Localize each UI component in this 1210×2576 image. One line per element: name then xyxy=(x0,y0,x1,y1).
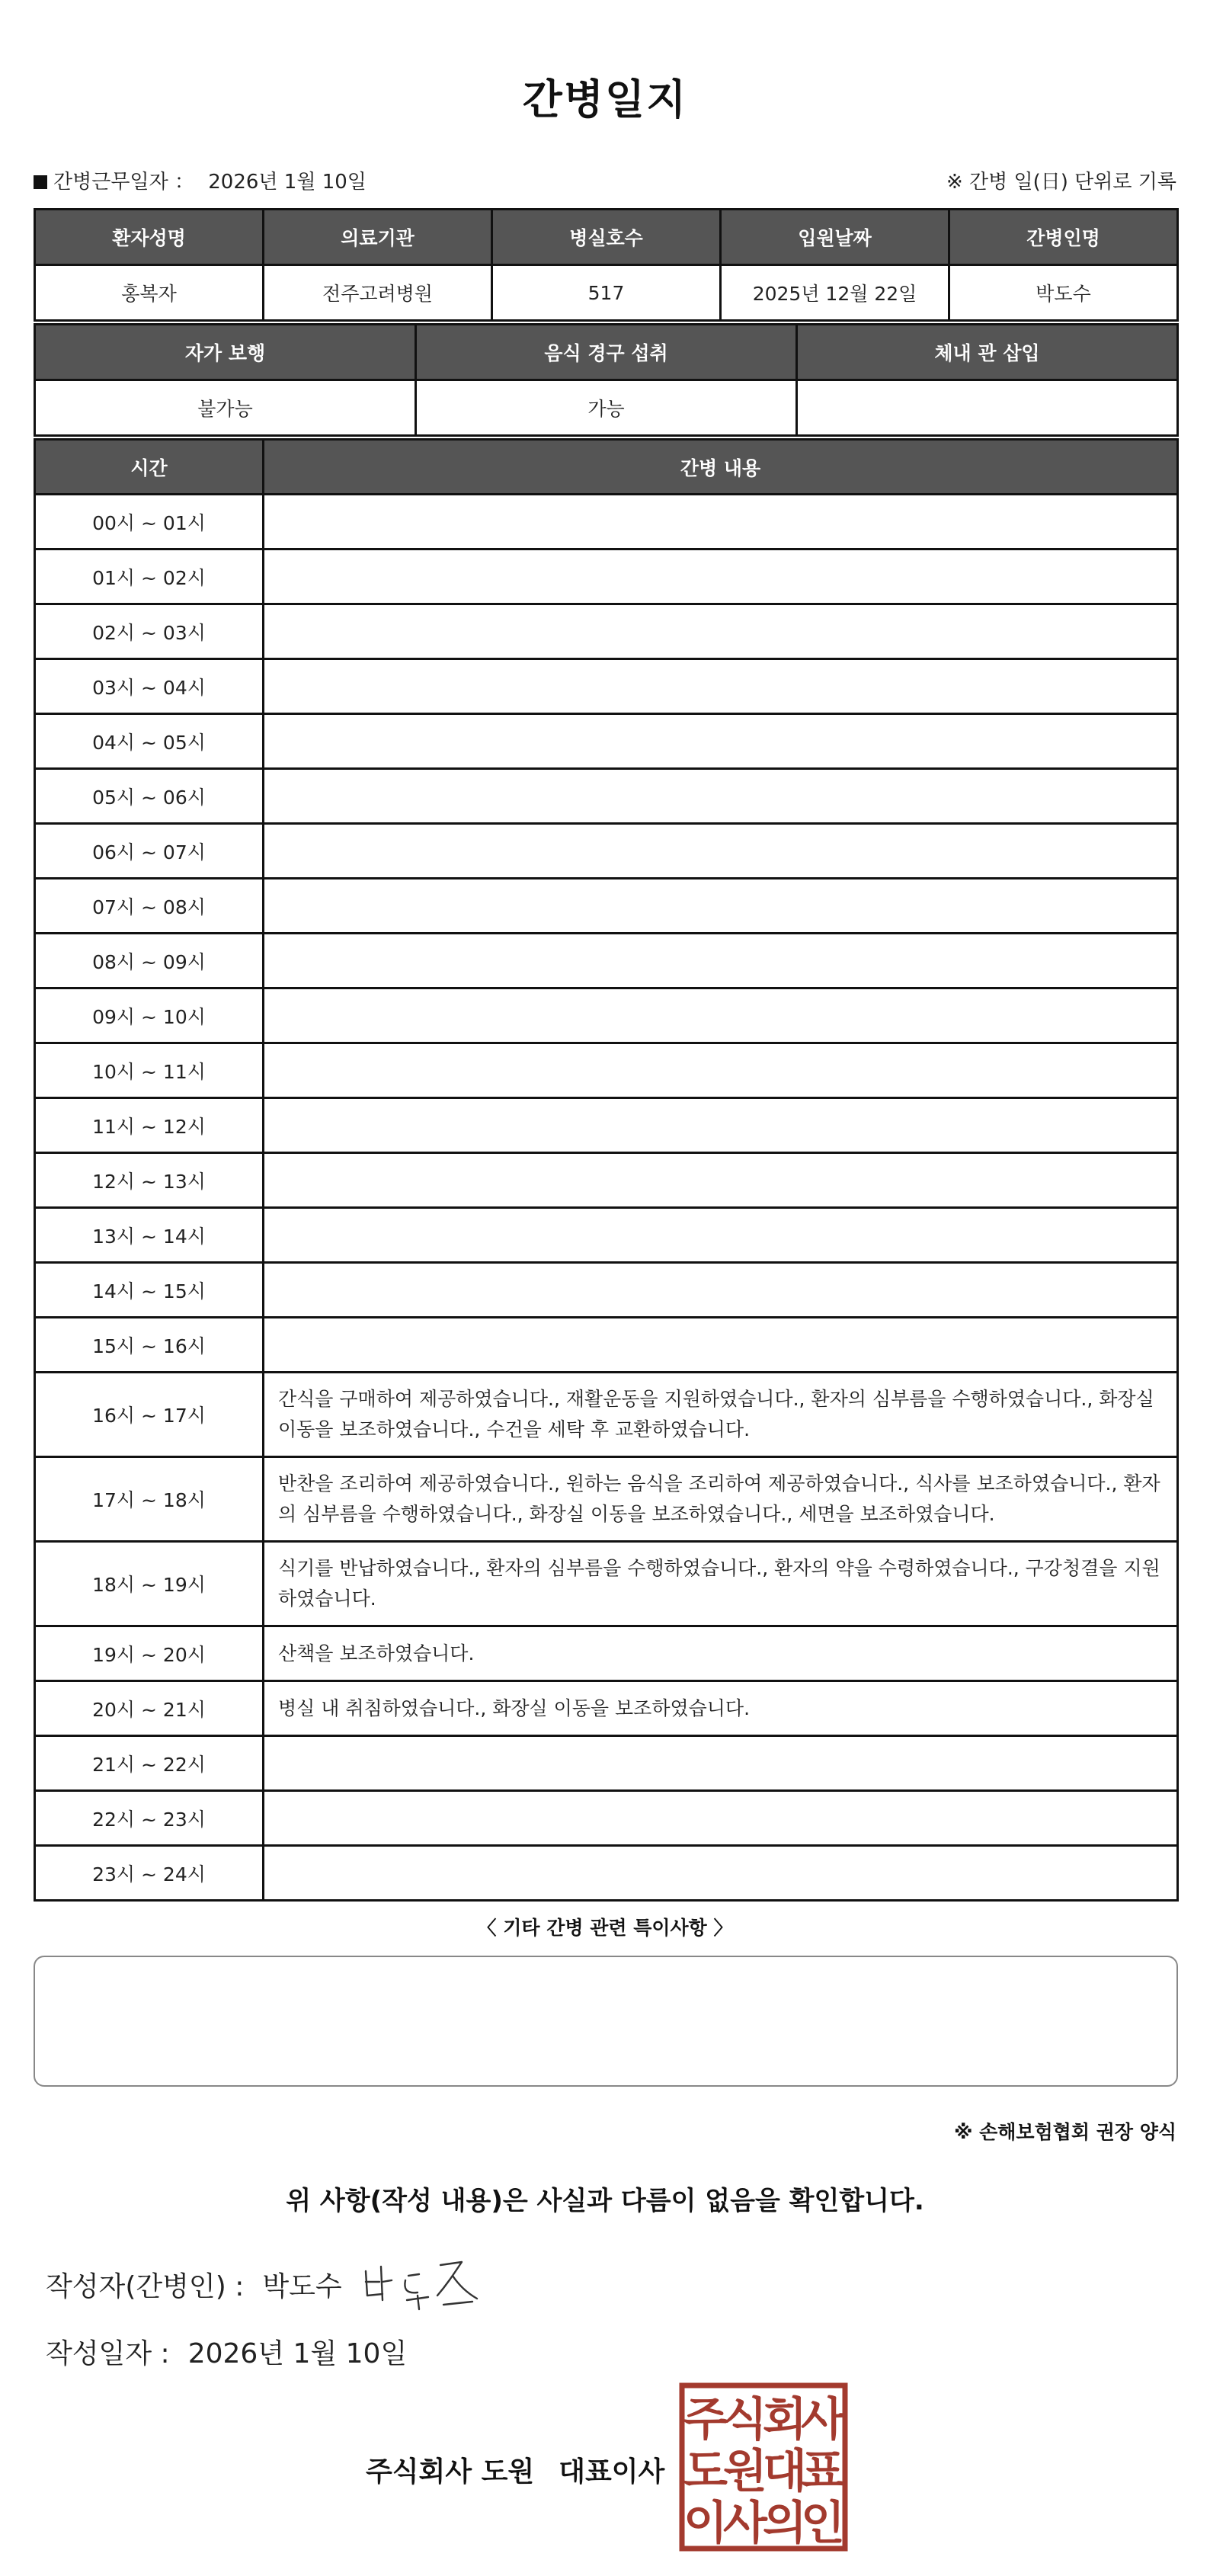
time-cell: 19시 ~ 20시 xyxy=(35,1626,264,1681)
time-cell: 00시 ~ 01시 xyxy=(35,495,264,549)
page-title: 간병일지 xyxy=(522,75,688,123)
svg-text:사: 사 xyxy=(801,2393,845,2446)
time-cell: 15시 ~ 16시 xyxy=(35,1318,264,1373)
patient-info-table xyxy=(34,208,1179,322)
work-date-line xyxy=(34,166,367,194)
table-row xyxy=(35,1736,1178,1791)
tube-insertion-value xyxy=(797,380,1178,436)
time-cell: 23시 ~ 24시 xyxy=(35,1846,264,1901)
time-cell: 20시 ~ 21시 xyxy=(35,1681,264,1736)
admission-date: 2025년 12월 22일 xyxy=(721,265,949,321)
content-cell xyxy=(264,1098,1178,1153)
table-row xyxy=(35,824,1178,879)
content-cell xyxy=(264,1846,1178,1901)
written-date-label: 작성일자 : xyxy=(46,2338,170,2369)
patient-info-value-row xyxy=(35,265,1178,321)
hourly-care-log-table xyxy=(34,438,1179,1902)
content-cell: 병실 내 취침하였습니다., 화장실 이동을 보조하였습니다. xyxy=(264,1681,1178,1736)
content-cell xyxy=(264,1043,1178,1098)
work-date-label: 간병근무일자 ： xyxy=(53,171,194,194)
header-patient-name: 환자성명 xyxy=(35,210,264,265)
status-value-row xyxy=(35,380,1178,436)
svg-text:식: 식 xyxy=(723,2393,767,2446)
writer-label: 작성자(간병인) : xyxy=(46,2271,245,2302)
svg-text:주: 주 xyxy=(683,2393,728,2446)
svg-text:도: 도 xyxy=(683,2445,728,2498)
time-cell: 09시 ~ 10시 xyxy=(35,988,264,1043)
content-cell xyxy=(264,1736,1178,1791)
table-row xyxy=(35,879,1178,934)
svg-text:표: 표 xyxy=(801,2445,845,2498)
work-date-value: 2026년 1월 10일 xyxy=(208,171,367,194)
time-cell: 21시 ~ 22시 xyxy=(35,1736,264,1791)
company-name: 주식회사 도원 xyxy=(366,2456,535,2488)
content-cell xyxy=(264,549,1178,604)
header-tube-insertion: 체내 관 삽입 xyxy=(797,325,1178,380)
table-row xyxy=(35,934,1178,988)
self-walking-value: 불가능 xyxy=(35,380,416,436)
content-cell xyxy=(264,879,1178,934)
representative-title: 대표이사 xyxy=(559,2456,665,2488)
table-row xyxy=(35,495,1178,549)
table-row xyxy=(35,1153,1178,1208)
patient-status-table xyxy=(34,323,1179,437)
time-cell: 04시 ~ 05시 xyxy=(35,714,264,769)
square-bullet-icon xyxy=(34,175,47,189)
time-cell: 16시 ~ 17시 xyxy=(35,1373,264,1457)
table-row xyxy=(35,988,1178,1043)
patient-name: 홍복자 xyxy=(35,265,264,321)
time-cell: 18시 ~ 19시 xyxy=(35,1542,264,1626)
handwritten-signature xyxy=(358,2248,488,2317)
room-number: 517 xyxy=(492,265,721,321)
written-date-value: 2026년 1월 10일 xyxy=(187,2338,408,2369)
svg-text:대: 대 xyxy=(763,2445,807,2498)
content-cell xyxy=(264,934,1178,988)
time-cell: 13시 ~ 14시 xyxy=(35,1208,264,1263)
svg-text:사: 사 xyxy=(723,2497,767,2550)
svg-text:의: 의 xyxy=(763,2497,807,2550)
time-cell: 12시 ~ 13시 xyxy=(35,1153,264,1208)
table-row xyxy=(35,1846,1178,1901)
content-cell xyxy=(264,1153,1178,1208)
table-row xyxy=(35,1098,1178,1153)
caregiver-name: 박도수 xyxy=(949,265,1178,321)
table-row xyxy=(35,549,1178,604)
header-hospital: 의료기관 xyxy=(264,210,492,265)
table-row xyxy=(35,1318,1178,1373)
confirmation-statement: 위 사항(작성 내용)은 사실과 다름이 없음을 확인합니다. xyxy=(286,2186,924,2216)
content-cell xyxy=(264,604,1178,659)
header-care-content: 간병 내용 xyxy=(264,440,1178,495)
content-cell xyxy=(264,1208,1178,1263)
meta-row xyxy=(34,166,1176,197)
time-cell: 03시 ~ 04시 xyxy=(35,659,264,714)
time-cell: 14시 ~ 15시 xyxy=(35,1263,264,1318)
recommend-note: ※ 손해보험협회 권장 양식 xyxy=(954,2121,1176,2143)
time-cell: 11시 ~ 12시 xyxy=(35,1098,264,1153)
time-cell: 22시 ~ 23시 xyxy=(35,1791,264,1846)
content-cell xyxy=(264,1318,1178,1373)
table-row xyxy=(35,1542,1178,1626)
table-row xyxy=(35,1791,1178,1846)
time-cell: 07시 ~ 08시 xyxy=(35,879,264,934)
content-cell xyxy=(264,988,1178,1043)
table-row xyxy=(35,1626,1178,1681)
content-cell xyxy=(264,824,1178,879)
header-admission-date: 입원날짜 xyxy=(721,210,949,265)
time-cell: 17시 ~ 18시 xyxy=(35,1457,264,1542)
time-cell: 02시 ~ 03시 xyxy=(35,604,264,659)
table-row xyxy=(35,659,1178,714)
svg-text:회: 회 xyxy=(763,2393,807,2446)
time-cell: 01시 ~ 02시 xyxy=(35,549,264,604)
table-row xyxy=(35,1681,1178,1736)
table-row xyxy=(35,714,1178,769)
table-row xyxy=(35,1208,1178,1263)
header-self-walking: 자가 보행 xyxy=(35,325,416,380)
log-header-row xyxy=(35,440,1178,495)
content-cell xyxy=(264,769,1178,824)
writer-line xyxy=(46,2265,342,2304)
status-header-row xyxy=(35,325,1178,380)
time-cell: 10시 ~ 11시 xyxy=(35,1043,264,1098)
svg-text:이: 이 xyxy=(683,2497,728,2550)
time-cell: 05시 ~ 06시 xyxy=(35,769,264,824)
oral-intake-value: 가능 xyxy=(416,380,797,436)
header-room-number: 병실호수 xyxy=(492,210,721,265)
content-cell xyxy=(264,1791,1178,1846)
svg-text:인: 인 xyxy=(801,2497,845,2550)
table-row xyxy=(35,1457,1178,1542)
company-line xyxy=(366,2450,664,2489)
writer-name: 박도수 xyxy=(262,2271,342,2302)
content-cell xyxy=(264,714,1178,769)
table-row xyxy=(35,604,1178,659)
written-date-line xyxy=(46,2332,407,2371)
content-cell: 산책을 보조하였습니다. xyxy=(264,1626,1178,1681)
content-cell: 반찬을 조리하여 제공하였습니다., 원하는 음식을 조리하여 제공하였습니다., 식사를 보조하였습니다., 환자의 심부름을 수행하였습니다., 화장실 이동을 보조하였습니다., 세면을 보조하였습니다. xyxy=(264,1457,1178,1542)
svg-text:원: 원 xyxy=(723,2445,767,2498)
table-row xyxy=(35,1263,1178,1318)
content-cell xyxy=(264,495,1178,549)
patient-info-header-row xyxy=(35,210,1178,265)
company-seal-stamp xyxy=(678,2382,849,2552)
hospital-name: 전주고려병원 xyxy=(264,265,492,321)
content-cell xyxy=(264,659,1178,714)
table-row xyxy=(35,1373,1178,1457)
content-cell: 식기를 반납하였습니다., 환자의 심부름을 수행하였습니다., 환자의 약을 수령하였습니다., 구강청결을 지원하였습니다. xyxy=(264,1542,1178,1626)
time-cell: 08시 ~ 09시 xyxy=(35,934,264,988)
header-caregiver-name: 간병인명 xyxy=(949,210,1178,265)
table-row xyxy=(35,769,1178,824)
header-oral-intake: 음식 경구 섭취 xyxy=(416,325,797,380)
remarks-box xyxy=(34,1956,1178,2087)
content-cell xyxy=(264,1263,1178,1318)
daily-record-note: ※ 간병 일(日) 단위로 기록 xyxy=(946,171,1176,194)
content-cell: 간식을 구매하여 제공하였습니다., 재활운동을 지원하였습니다., 환자의 심부름을 수행하였습니다., 화장실 이동을 보조하였습니다., 수건을 세탁 후 교환하였습니다. xyxy=(264,1373,1178,1457)
header-time: 시간 xyxy=(35,440,264,495)
time-cell: 06시 ~ 07시 xyxy=(35,824,264,879)
remarks-title: 〈 기타 간병 관련 특이사항 〉 xyxy=(477,1917,733,1939)
table-row xyxy=(35,1043,1178,1098)
